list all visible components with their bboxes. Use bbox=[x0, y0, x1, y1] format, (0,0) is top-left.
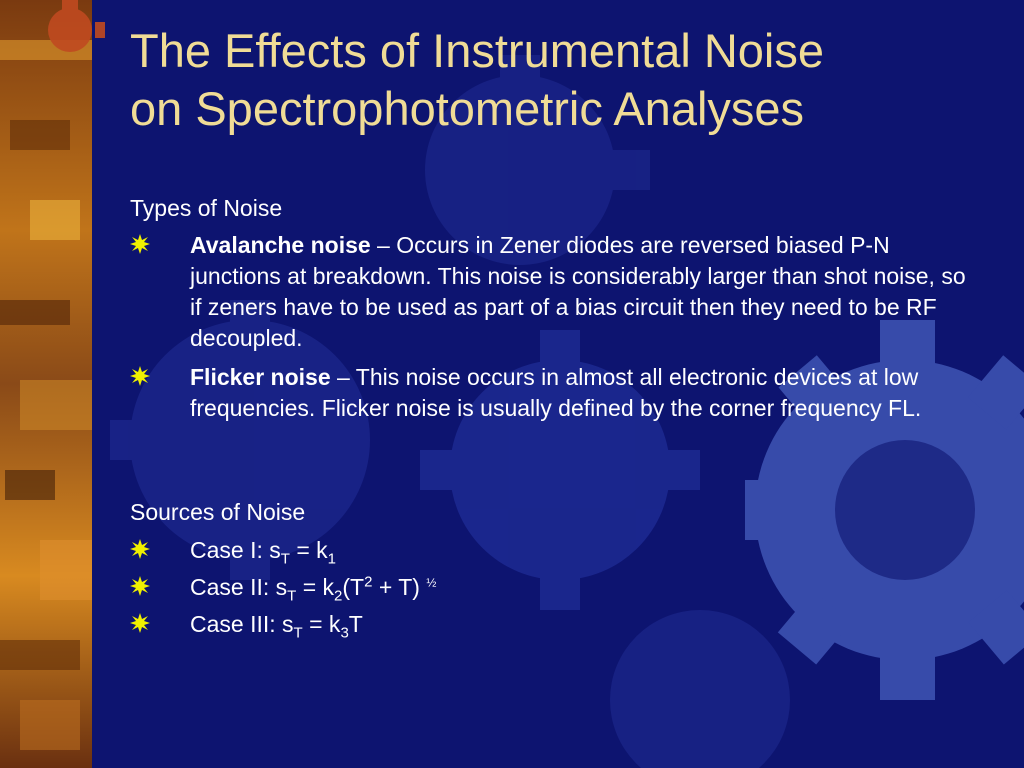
slide-title bbox=[130, 22, 1010, 138]
case-3-formula: Case III: $s_T = k_3T$ bbox=[190, 611, 363, 642]
case-2-formula: Case II: $s_T = k_2(T^2 + T)$ $^{\frac{1}{2}}$ bbox=[190, 573, 437, 605]
starburst-bullet-icon bbox=[130, 366, 150, 386]
avalanche-description: – Occurs in Zener diodes are reversed biased P-N junctions at breakdown. This noise is considerably larger than shot noise, so if zeners have to be used as part of a bias circuit then they need to be RF decoupled. bbox=[190, 232, 966, 351]
title-line-2: on Spectrophotometric Analyses bbox=[130, 82, 805, 135]
sources-heading: Sources of Noise bbox=[130, 499, 306, 525]
case-1-formula: Case I: $s_T = k_1$ bbox=[190, 537, 336, 568]
title-line-1: The Effects of Instrumental Noise bbox=[130, 24, 825, 77]
starburst-bullet-icon bbox=[130, 234, 150, 254]
bullet-text bbox=[190, 230, 980, 354]
flicker-description: – This noise occurs in almost all electronic devices at low frequencies. Flicker noise is usually defined by the corner frequency FL. bbox=[190, 364, 922, 421]
term-flicker: Flicker noise bbox=[190, 364, 331, 390]
term-avalanche: Avalanche noise bbox=[190, 232, 371, 258]
bullet-text bbox=[190, 362, 980, 424]
types-heading: Types of Noise bbox=[130, 195, 283, 221]
starburst-bullet-icon bbox=[130, 539, 150, 559]
starburst-bullet-icon bbox=[130, 576, 150, 596]
starburst-bullet-icon bbox=[130, 613, 150, 633]
